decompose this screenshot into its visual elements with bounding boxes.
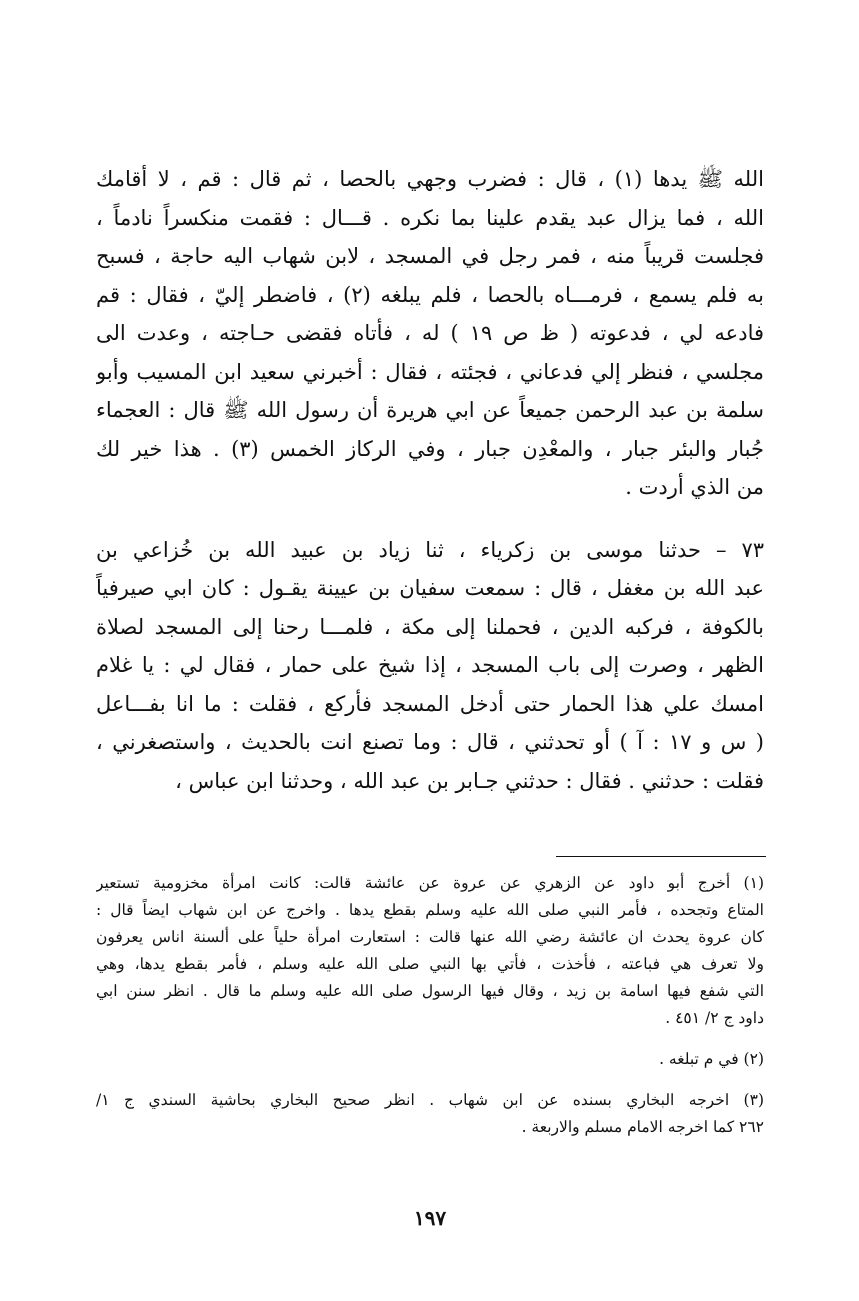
footnote-line: ٢٦٢ كما اخرجه الامام مسلم والاربعة . — [521, 1118, 764, 1136]
paragraph-2-hadith-73 — [96, 531, 764, 801]
text-line: امسك علي هذا الحمار حتى أدخل المسجد فأركع ، فقلت : ما انا بفـــاعل — [96, 691, 764, 716]
footnote-3 — [96, 1087, 764, 1141]
footnote-line: (١) أخرج أبو داود عن الزهري عن عروة عن عائشة قالت: كانت امرأة مخزومية تستعير — [96, 874, 764, 892]
page-number: ١٩٧ — [413, 1206, 447, 1230]
footnote-line: التي شفع فيها اسامة بن زيد ، وقال فيها الرسول صلى الله عليه وسلم ما قال . انظر سنن ابي — [96, 982, 764, 1000]
text-line: فجلست قريباً منه ، فمر رجل في المسجد ، لابن شهاب اليه حاجة ، فسبح — [96, 244, 764, 268]
footnote-line: (٣) اخرجه البخاري بسنده عن ابن شهاب . انظر صحيح البخاري بحاشية السندي ج ١/ — [96, 1091, 764, 1109]
text-line: عبد الله بن مغفل ، قال : سمعت سفيان بن عيينة يقـول : كان ابي صيرفياً — [96, 576, 764, 600]
text-line: ٧٣ – حدثنا موسى بن زكرياء ، ثنا زياد بن عبيد الله بن خُزاعي بن — [96, 537, 764, 562]
footnote-line: داود ج ٢/ ٤٥١ . — [665, 1009, 764, 1027]
text-line: الظهر ، وصرت إلى باب المسجد ، إذا شيخ على حمار ، فقال لي : يا غلام — [96, 653, 764, 677]
text-line: سلمة بن عبد الرحمن جميعاً عن ابي هريرة أن رسول الله ﷺ قال : العجماء — [96, 398, 764, 422]
text-line: الله ﷺ يدها (١) ، قال : فضرب وجهي بالحصا ، ثم قال : قم ، لا أقامك — [96, 167, 764, 191]
footnote-line: ولا تعرف هي فباعته ، فأخذت ، فأتي بها النبي صلى الله عليه وسلم ، فأمر بقطع يدها، وهي — [96, 955, 764, 973]
main-text — [96, 160, 764, 800]
text-line: ( س و ١٧ : آ ) أو تحدثني ، قال : وما تصنع انت بالحديث ، واستصغرني ، — [96, 730, 764, 754]
text-line: فادعه لي ، فدعوته ( ظ ص ١٩ ) له ، فأتاه فقضى حـاجته ، وعدت الى — [96, 321, 764, 345]
footnote-gap — [96, 1073, 764, 1087]
text-line: جُبار والبئر جبار ، والمعْدِن جبار ، وفي الركاز الخمس (٣) . هذا خير لك — [96, 436, 764, 461]
footnote-line: المتاع وتجحده ، فأمر النبي صلى الله عليه وسلم بقطع يدها . واخرج عن ابن شهاب ايضاً قال : — [96, 901, 764, 919]
footnote-line: (٢) في م تبلغه . — [659, 1050, 764, 1068]
text-line: فقلت : حدثني . فقال : حدثني جـابر بن عبد الله ، وحدثنا ابن عباس ، — [175, 768, 764, 793]
text-line: مجلسي ، فنظر إلي فدعاني ، فجئته ، فقال : أخبرني سعيد ابن المسيب وأبو — [96, 359, 764, 384]
text-line: الله ، فما يزال عبد يقدم علينا بما نكره . قـــال : فقمت منكسراً نادماً ، — [96, 205, 764, 230]
footnote-line: كان عروة يحدث ان عائشة رضي الله عنها قالت : استعارت امرأة حلياً على ألسنة اناس يعرفون — [96, 928, 764, 946]
footnote-gap — [96, 1032, 764, 1046]
text-line: من الذي أردت . — [625, 475, 764, 499]
text-line: به فلم يسمع ، فرمـــاه بالحصا ، فلم يبلغه (٢) ، فاضطر إليّ ، فقال : قم — [96, 282, 764, 307]
paragraph-1 — [96, 160, 764, 507]
footnote-separator — [556, 856, 766, 857]
footnotes — [96, 870, 764, 1141]
footnote-1 — [96, 870, 764, 1032]
text-line: بالكوفة ، فركبه الدين ، فحملنا إلى مكة ، فلمـــا رحنا إلى المسجد لصلاة — [96, 614, 764, 639]
paragraph-gap — [96, 507, 764, 531]
footnote-2 — [96, 1046, 764, 1073]
